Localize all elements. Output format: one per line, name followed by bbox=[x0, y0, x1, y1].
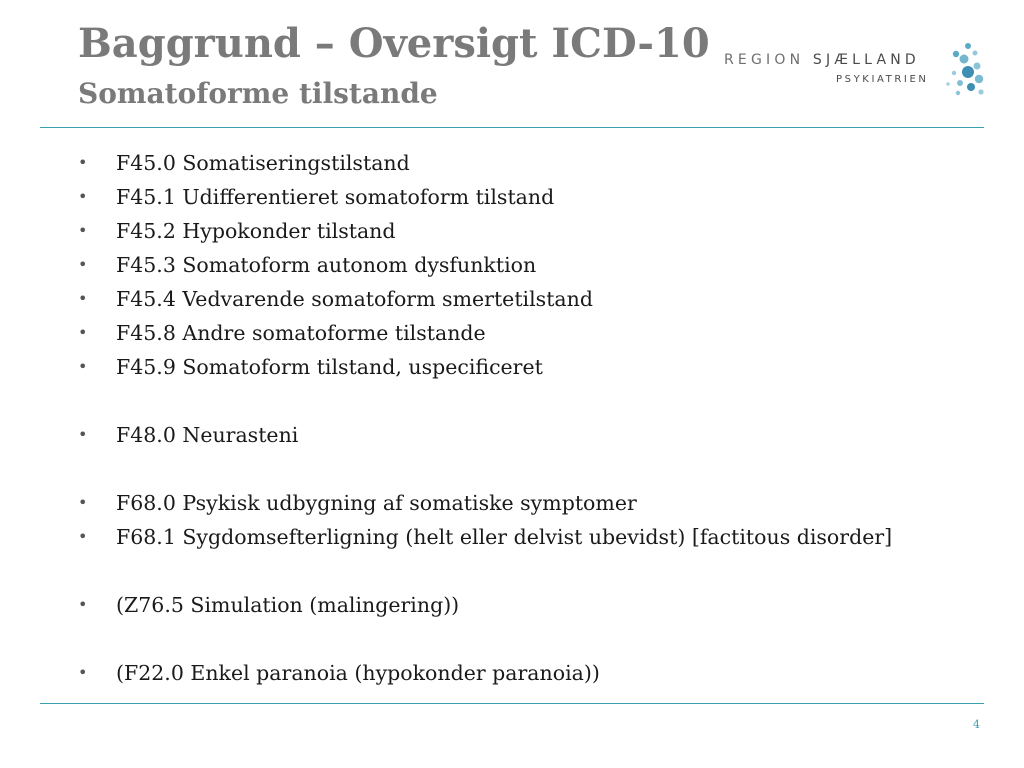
list-item: • F45.9 Somatoform tilstand, uspecificeret bbox=[78, 350, 978, 384]
list-item: • F48.0 Neurasteni bbox=[78, 418, 978, 452]
logo-region-text bbox=[724, 52, 920, 68]
list-item: • F68.0 Psykisk udbygning af somatiske symptomer bbox=[78, 486, 978, 520]
logo-region-prefix: REGION bbox=[724, 52, 813, 68]
list-item: • F45.2 Hypokonder tilstand bbox=[78, 214, 978, 248]
icd10-code-list bbox=[78, 146, 978, 690]
list-item: • (F22.0 Enkel paranoia (hypokonder paranoia)) bbox=[78, 656, 978, 690]
slide-title: Baggrund – Oversigt ICD-10 bbox=[78, 20, 710, 67]
region-sjaelland-logo bbox=[720, 42, 990, 102]
logo-dots-icon bbox=[942, 42, 990, 100]
footer-divider bbox=[40, 703, 984, 704]
list-item: • F45.1 Udifferentieret somatoform tilstand bbox=[78, 180, 978, 214]
header-divider bbox=[40, 127, 984, 128]
list-item: • F45.0 Somatiseringstilstand bbox=[78, 146, 978, 180]
list-item: • F45.4 Vedvarende somatoform smertetilstand bbox=[78, 282, 978, 316]
page-number: 4 bbox=[973, 718, 980, 731]
slide-subtitle: Somatoforme tilstande bbox=[78, 77, 438, 110]
list-item: • F45.3 Somatoform autonom dysfunktion bbox=[78, 248, 978, 282]
list-item: • F68.1 Sygdomsefterligning (helt eller delvist ubevidst) [factitous disorder] bbox=[78, 520, 978, 554]
logo-department: PSYKIATRIEN bbox=[836, 74, 929, 85]
list-item: • F45.8 Andre somatoforme tilstande bbox=[78, 316, 978, 350]
logo-region-name: SJÆLLAND bbox=[812, 52, 920, 68]
list-item: • (Z76.5 Simulation (malingering)) bbox=[78, 588, 978, 622]
